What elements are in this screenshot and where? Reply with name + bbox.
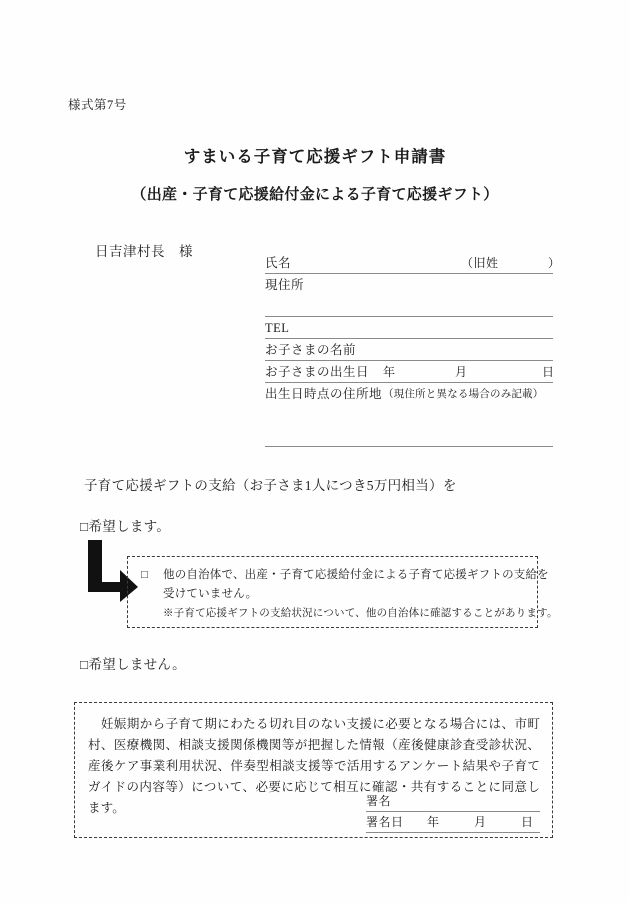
child-name-label: お子さまの名前 [265,343,357,357]
tel-field-row[interactable] [265,317,553,339]
name-field-row[interactable] [265,252,561,274]
form-number: 様式第7号 [68,98,127,112]
birth-address-spacer [265,404,553,425]
child-birthdate-field-row[interactable] [265,361,553,383]
birth-day-unit: 日 [542,365,555,379]
option-no-label: 希望しません。 [88,657,186,672]
birth-address-write-line[interactable] [265,425,553,447]
document-title: すまいる子育て応援ギフト申請書 [183,147,447,166]
former-surname-open-label: （旧姓 [461,256,499,270]
signature-year-unit: 年 [427,815,440,829]
birth-address-field-row[interactable] [265,383,553,404]
birth-month-unit: 月 [455,365,468,379]
option-yes-row[interactable] [80,515,170,535]
address-label: 現住所 [265,278,305,292]
former-surname-close-label: ） [548,256,561,270]
consent-paragraph: 妊娠期から子育て期にわたる切れ目のない支援に必要となる場合には、市町村、医療機関、相談支援関係機関等が把握した情報（産後健康診査受診状況、産後ケア事業利用状況、伴奏型相談支援等で活用するアンケート結果や子育てガイドの内容等）について、必要に応じて相互に確認・共有することに同意します。 [88,717,540,815]
birth-address-label: 出生日時点の住所地 [265,387,383,401]
option-no-row[interactable] [80,653,186,673]
address-write-line[interactable] [265,295,553,317]
document-subtitle: （出産・子育て応援給付金による子育て応援ギフト） [131,187,499,203]
checkbox-no-icon[interactable]: □ [80,657,89,672]
tel-label: TEL [265,321,290,335]
declaration-content [141,566,558,623]
address-field-row[interactable] [265,274,553,295]
declaration-text-1: 他の自治体で、出産・子育て応援給付金による子育て応援ギフトの支給を [163,569,549,581]
checkbox-yes-icon[interactable]: □ [80,519,89,534]
signature-month-unit: 月 [474,815,487,829]
declaration-line-1[interactable] [141,566,549,585]
signature-block [366,791,540,833]
consent-box [74,702,553,838]
signature-field-row[interactable] [366,791,540,812]
signature-date-field-row[interactable] [366,812,540,833]
applicant-fields [265,252,561,447]
name-label: 氏名 [265,256,292,270]
declaration-line-2 [141,585,527,604]
addressee-line: 日吉津村長 様 [95,244,193,259]
signature-label: 署名 [366,794,392,808]
birth-address-note: （現住所と異なる場合のみ記載） [383,389,544,400]
declaration-text-2: 受けていません。 [163,588,258,600]
signature-day-unit: 日 [521,815,534,829]
gift-statement: 子育て応援ギフトの支給（お子さま1人につき5万円相当）を [84,478,457,493]
option-yes-label: 希望します。 [88,519,171,534]
child-name-field-row[interactable] [265,339,553,361]
declaration-note-line [141,604,558,623]
signature-date-label: 署名日 [366,815,404,829]
birth-year-unit: 年 [383,365,396,379]
declaration-note: ※子育て応援ギフトの支給状況について、他の自治体に確認することがあります。 [163,608,558,619]
checkbox-declaration-icon[interactable]: □ [141,569,149,581]
declaration-box [127,556,558,628]
child-birthdate-label: お子さまの出生日 [265,365,370,379]
